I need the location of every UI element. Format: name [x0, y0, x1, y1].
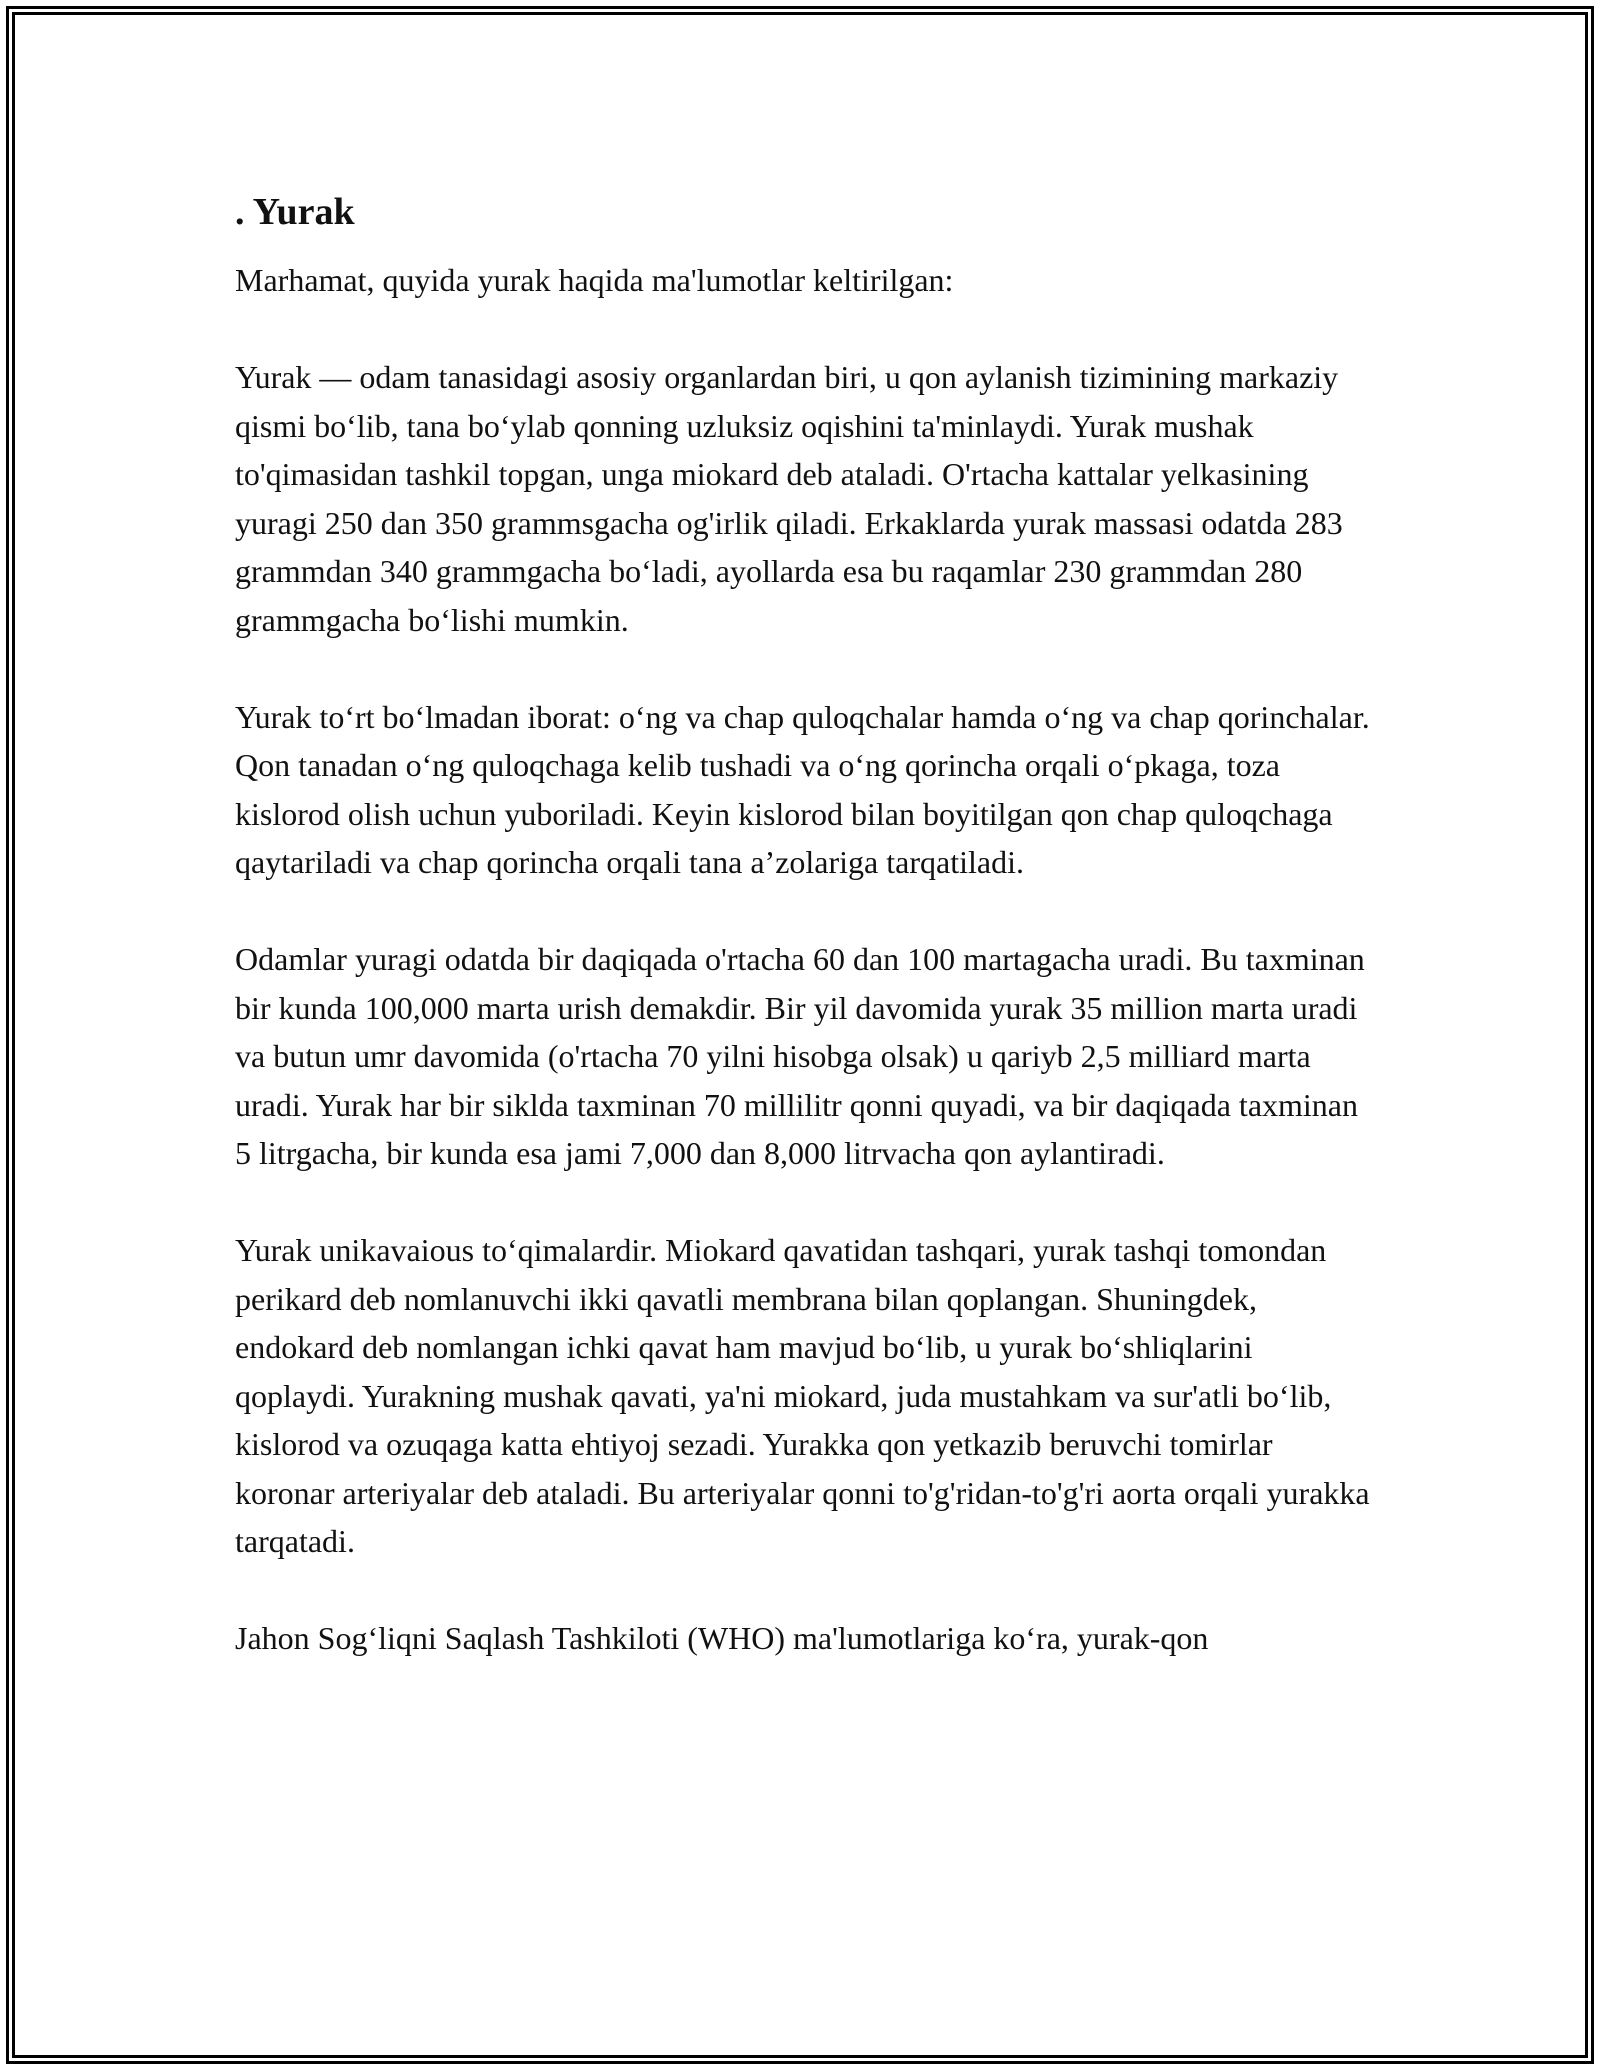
- paragraph-heart-tissue: Yurak unikavaious to‘qimalardir. Miokard qavatidan tashqari, yurak tashqi tomondan perikard deb nomlanuvchi ikki qavatli membrana bilan qoplangan. Shuningdek, endokard deb nomlangan ichki qavat ham mavjud bo‘lib, u yurak bo‘shliqlarini qoplaydi. Yurakning mushak qavati, ya'ni miokard, juda mustahkam va sur'atli bo‘lib, kislorod va ozuqaga katta ehtiyoj sezadi. Yurakka qon yetkazib beruvchi tomirlar koronar arteriyalar deb ataladi. Bu arteriyalar qonni to'g'ridan-to'g'ri aorta orqali yurakka tarqatadi.: [235, 1232, 1370, 1559]
- paragraph-heart-rate: Odamlar yuragi odatda bir daqiqada o'rtacha 60 dan 100 martagacha uradi. Bu taxminan bir kunda 100,000 marta urish demakdir. Bir yil davomida yurak 35 million marta uradi va butun umr davomida (o'rtacha 70 yilni hisobga olsak) u qariyb 2,5 milliard marta uradi. Yurak har bir siklda taxminan 70 millilitr qonni quyadi, va bir daqiqada taxminan 5 litrgacha, bir kunda esa jami 7,000 dan 8,000 litrvacha qon aylantiradi.: [235, 941, 1365, 1171]
- paragraph-who: Jahon Sog‘liqni Saqlash Tashkiloti (WHO) ma'lumotlariga ko‘ra, yurak-qon: [235, 1620, 1209, 1656]
- document-title: . Yurak: [235, 191, 355, 233]
- paragraph-heart-overview: Yurak — odam tanasidagi asosiy organlardan biri, u qon aylanish tizimining markaziy qismi bo‘lib, tana bo‘ylab qonning uzluksiz oqishini ta'minlaydi. Yurak mushak to'qimasidan tashkil topgan, unga miokard deb ataladi. O'rtacha kattalar yelkasining yuragi 250 dan 350 grammsgacha og'irlik qiladi. Erkaklarda yurak massasi odatda 283 grammdan 340 grammgacha bo‘ladi, ayollarda esa bu raqamlar 230 grammdan 280 grammgacha bo‘lishi mumkin.: [235, 359, 1343, 638]
- paragraph-heart-chambers: Yurak to‘rt bo‘lmadan iborat: o‘ng va chap quloqchalar hamda o‘ng va chap qorinchalar. Qon tanadan o‘ng quloqchaga kelib tushadi va o‘ng qorincha orqali o‘pkaga, toza kislorod olish uchun yuboriladi. Keyin kislorod bilan boyitilgan qon chap quloqchaga qaytariladi va chap qorincha orqali tana a’zolariga tarqatiladi.: [235, 698, 1370, 880]
- paragraph-intro: Marhamat, quyida yurak haqida ma'lumotlar keltirilgan:: [235, 262, 954, 298]
- document-body: [235, 190, 1370, 1711]
